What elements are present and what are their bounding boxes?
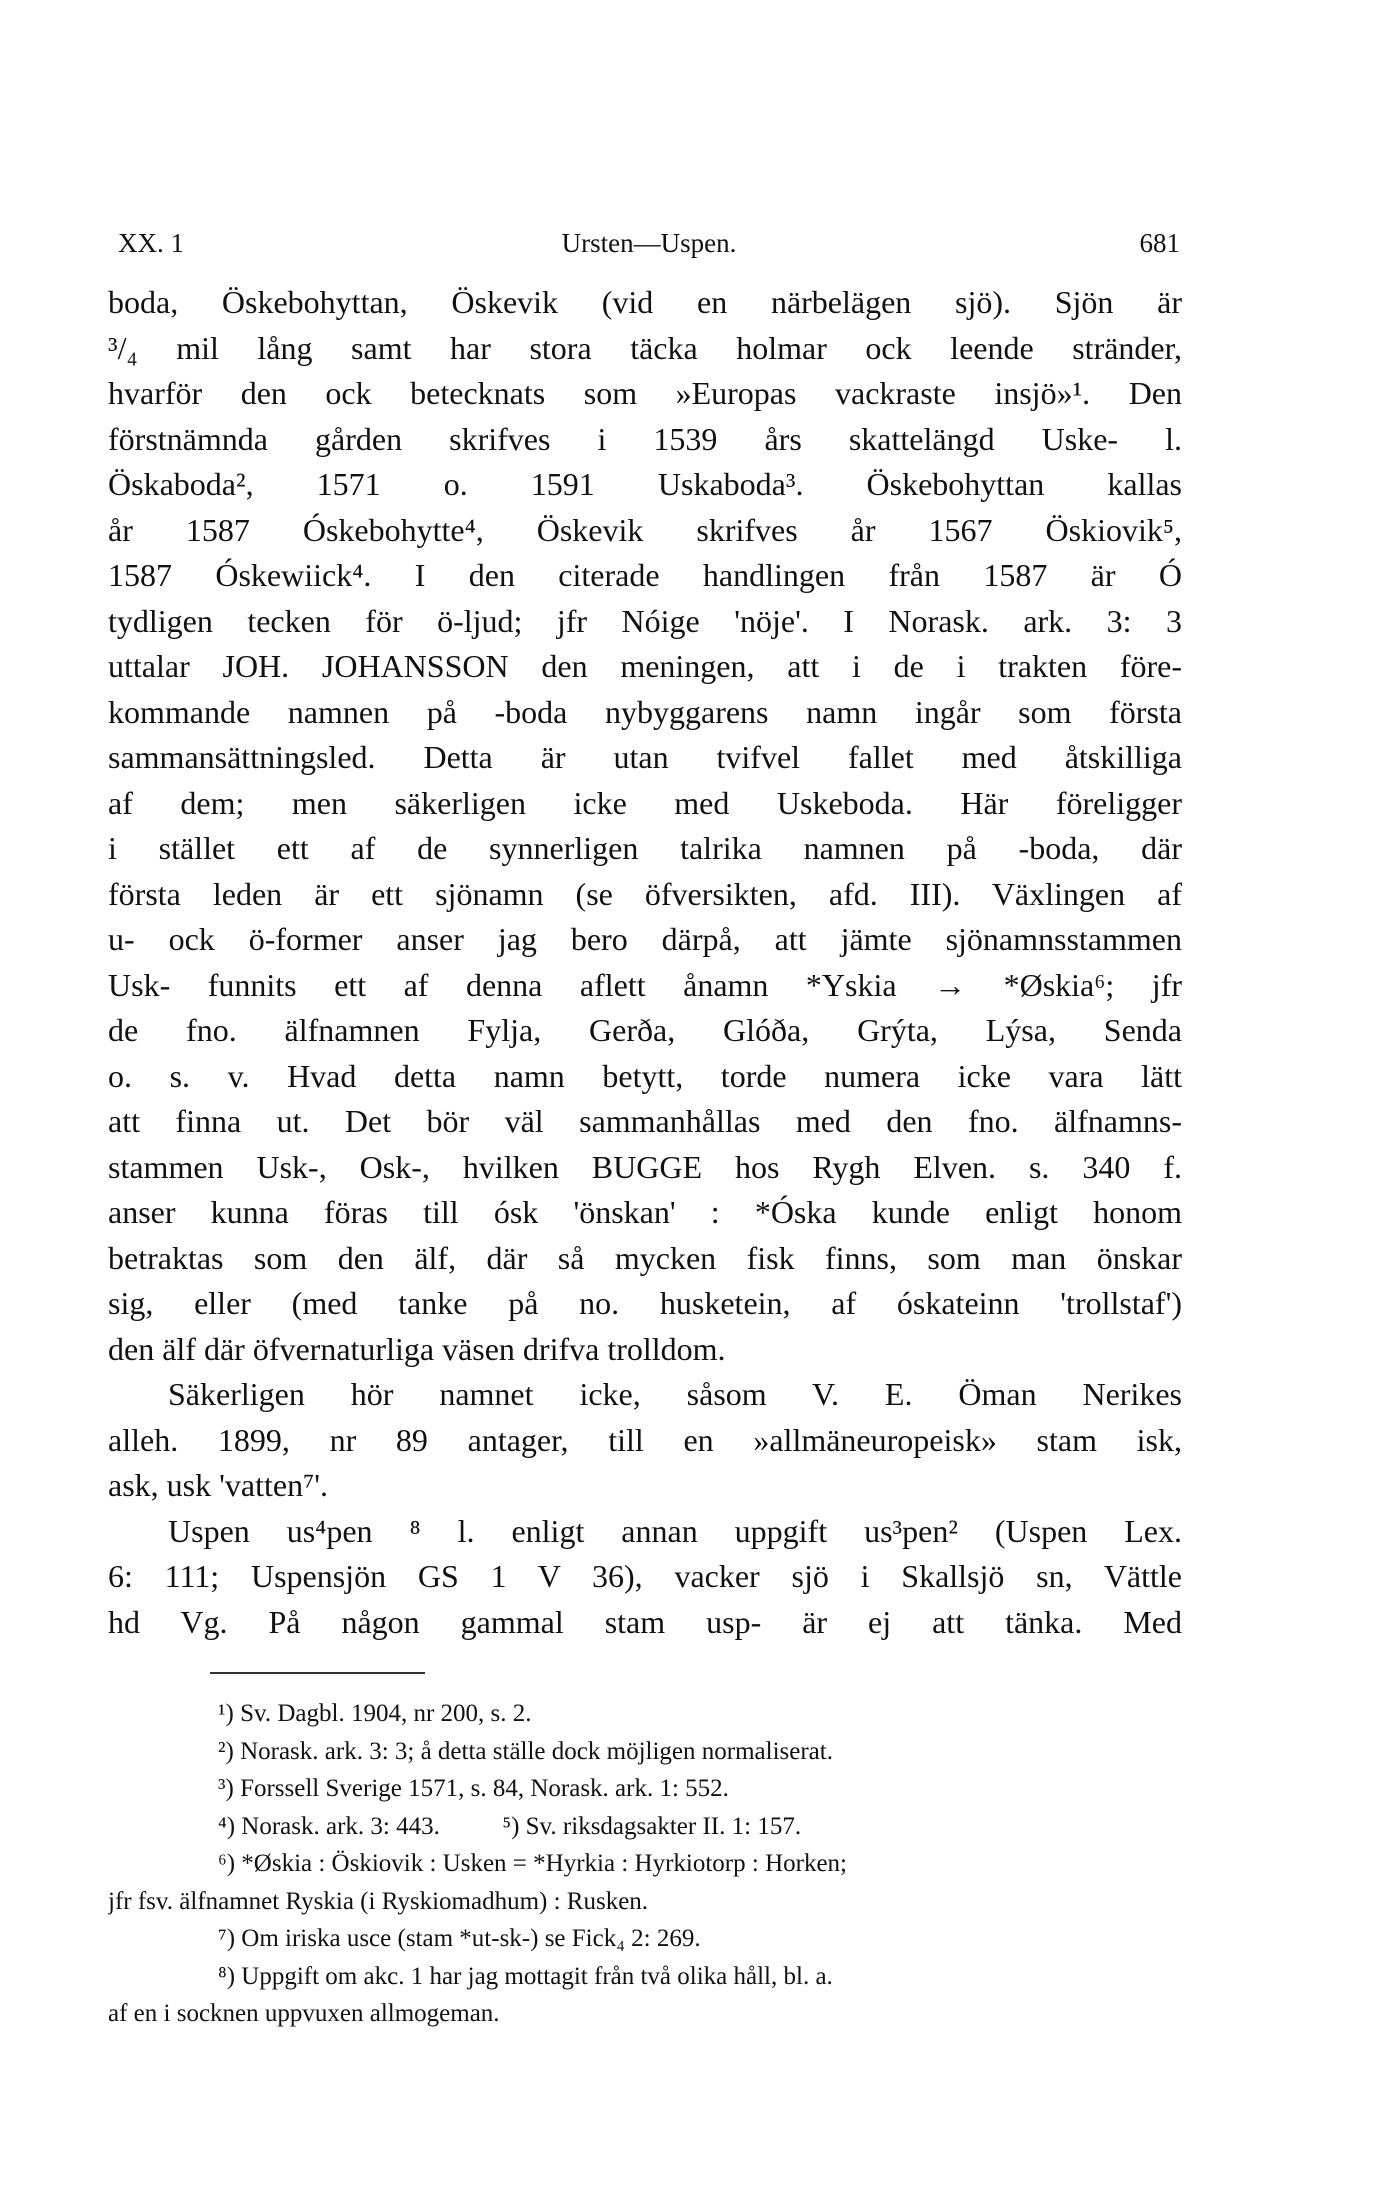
text-line: hvarför den ock betecknats som »Europas vackraste insjö»¹. Den xyxy=(108,375,1182,411)
text-line: anser kunna föras till ósk 'önskan' : *Óska kunde enligt honom xyxy=(108,1194,1182,1230)
text-line: i stället ett af de synnerligen talrika namnen på -boda, där xyxy=(108,830,1182,866)
text-line: alleh. 1899, nr 89 antager, till en »allmäneuropeisk» stam isk, xyxy=(108,1421,1182,1458)
main-text xyxy=(108,280,1182,1645)
footnote: ³) Forssell Sverige 1571, s. 84, Norask. ark. 1: 552. xyxy=(218,1775,729,1802)
section-number: XX. 1 xyxy=(118,228,184,258)
running-title: Ursten—Uspen. xyxy=(561,228,737,258)
text-line: tydligen tecken för ö-ljud; jfr Nóige 'nöje'. I Norask. ark. 3: 3 xyxy=(108,602,1182,639)
footnote-divider xyxy=(210,1672,425,1674)
text-line: förstnämnda gården skrifves i 1539 års skattelängd Uske- l. xyxy=(108,420,1182,457)
text-line: sammansättningsled. Detta är utan tvifvel fallet med åtskilliga xyxy=(108,739,1182,775)
text-line: första leden är ett sjönamn (se öfversikten, afd. III). Växlingen af xyxy=(108,875,1182,912)
running-header xyxy=(118,228,1180,268)
text-line: Öskaboda², 1571 o. 1591 Uskaboda³. Öskebohyttan kallas xyxy=(108,466,1182,502)
text-line: betraktas som den älf, där så mycken fisk finns, som man önskar xyxy=(108,1239,1182,1276)
text-line: u- ock ö-former anser jag bero därpå, att jämte sjönamnsstammen xyxy=(108,921,1182,957)
footnote: ¹) Sv. Dagbl. 1904, nr 200, s. 2. xyxy=(218,1700,532,1727)
paragraph-end-line: den älf där öfvernaturliga väsen drifva trolldom. xyxy=(108,1330,726,1367)
text-line: uttalar JOH. JOHANSSON den meningen, att i de i trakten före- xyxy=(108,648,1182,684)
footnote: ⁴) Norask. ark. 3: 443. ⁵) Sv. riksdagsakter II. 1: 157. xyxy=(218,1812,802,1840)
footnote-continuation: jfr fsv. älfnamnet Ryskia (i Ryskiomadhum) : Rusken. xyxy=(108,1887,649,1915)
footnote-continuation: af en i socknen uppvuxen allmogeman. xyxy=(108,2000,500,2027)
text-line: sig, eller (med tanke på no. husketein, af óskateinn 'trollstaf') xyxy=(108,1285,1182,1321)
text-line: kommande namnen på -boda nybyggarens namn ingår som första xyxy=(108,693,1182,730)
text-line: stammen Usk-, Osk-, hvilken BUGGE hos Rygh Elven. s. 340 f. xyxy=(108,1148,1182,1185)
footnotes xyxy=(108,1695,1182,2033)
text-line: 6: 111; Uspensjön GS 1 V 36), vacker sjö i Skallsjö sn, Vättle xyxy=(108,1558,1182,1594)
text-line: af dem; men säkerligen icke med Uskeboda. Här föreligger xyxy=(108,784,1182,821)
text-line: år 1587 Óskebohytte⁴, Öskevik skrifves år 1567 Öskiovik⁵, xyxy=(108,511,1182,548)
page-number: 681 xyxy=(1139,228,1180,258)
text-line: 1587 Óskewiick⁴. I den citerade handlingen från 1587 är Ó xyxy=(108,557,1182,593)
paragraph-start-line: Säkerligen hör namnet icke, såsom V. E. Öman Nerikes xyxy=(168,1376,1182,1412)
text-line: boda, Öskebohyttan, Öskevik (vid en närbelägen sjö). Sjön är xyxy=(108,284,1182,320)
footnote: ⁷) Om iriska usce (stam *ut-sk-) se Fick₄ 2: 269. xyxy=(218,1925,701,1952)
text-line: hd Vg. På någon gammal stam usp- är ej att tänka. Med xyxy=(108,1603,1182,1640)
text-line: att finna ut. Det bör väl sammanhållas med den fno. älfnamns- xyxy=(108,1103,1182,1139)
text-line: Usk- funnits ett af denna aflett ånamn *Yskia → *Øskia⁶; jfr xyxy=(108,966,1182,1003)
text-line: ³/₄ mil lång samt har stora täcka holmar ock leende stränder, xyxy=(108,329,1182,366)
footnote: ⁶) *Øskia : Öskiovik : Usken = *Hyrkia : Hyrkiotorp : Horken; xyxy=(218,1850,847,1877)
footnote: ⁸) Uppgift om akc. 1 har jag mottagit från två olika håll, bl. a. xyxy=(218,1962,833,1990)
entry-heading-line: Uspen us⁴pen ⁸ l. enligt annan uppgift us³pen² (Uspen Lex. xyxy=(168,1512,1182,1549)
text-line: de fno. älfnamnen Fylja, Gerða, Glóða, Grýta, Lýsa, Senda xyxy=(108,1012,1182,1048)
footnote: ²) Norask. ark. 3: 3; å detta ställe dock möjligen normaliserat. xyxy=(218,1737,833,1765)
text-line: o. s. v. Hvad detta namn betytt, torde numera icke vara lätt xyxy=(108,1057,1182,1094)
paragraph-end-line: ask, usk 'vatten⁷'. xyxy=(108,1467,328,1503)
